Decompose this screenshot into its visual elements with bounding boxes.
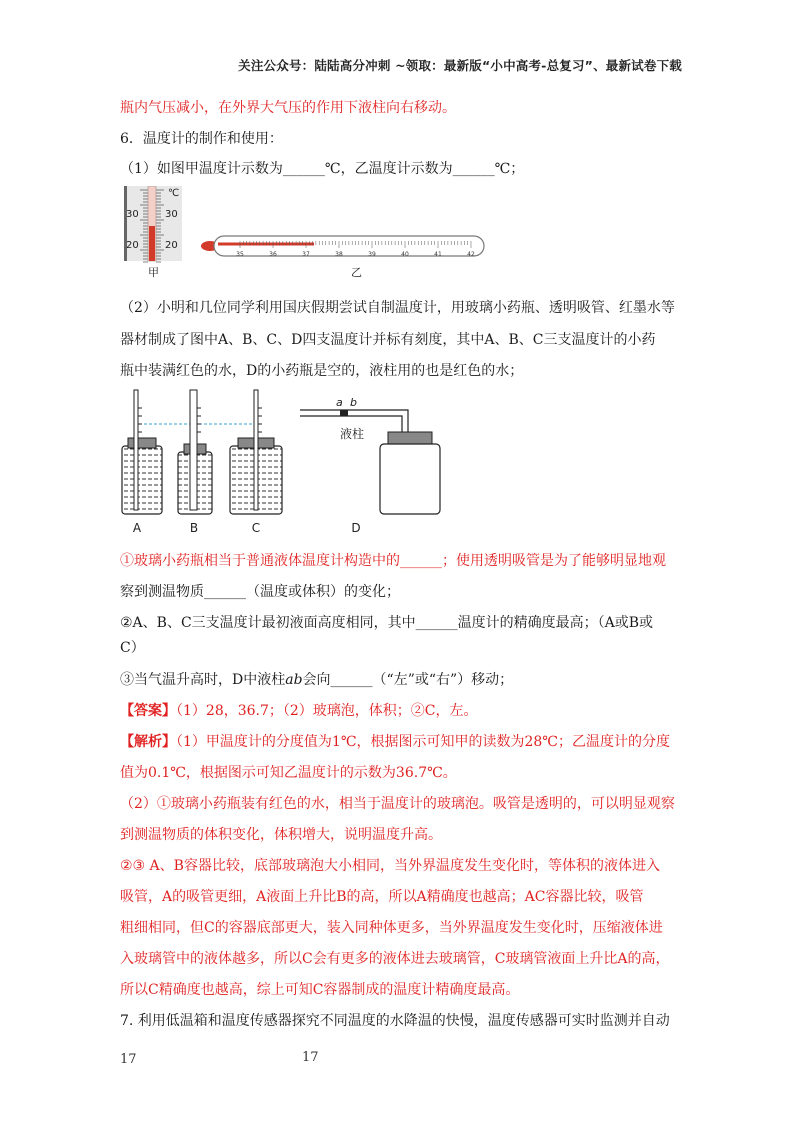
mark-b: b: [350, 396, 357, 409]
tick-label: 36: [269, 251, 277, 258]
page-number-center: 17: [302, 1050, 319, 1065]
tick-label: 30: [126, 209, 139, 220]
page-number-left: 17: [120, 1052, 137, 1067]
thermometer-figure: [118, 186, 498, 280]
bottle-a: [122, 390, 162, 535]
text-segment: 会向______（“左”或“右”）移动；: [302, 672, 514, 688]
homemade-thermometer-figure: [112, 386, 452, 538]
thermometer-yi: [201, 236, 484, 279]
figure-label-jia: 甲: [148, 266, 159, 279]
tick-label: 38: [335, 251, 343, 258]
explanation-line: 入玻璃管中的液体越多，所以C会有更多的液体进去玻璃管，C玻璃管液面上升比A的高，: [120, 951, 670, 967]
explanation-line: [120, 732, 682, 752]
text-segment: （1）甲温度计的分度值为1℃，根据图示可知甲的读数为28℃；乙温度计的分度: [176, 734, 670, 750]
explanation-line: 到测温物质的体积变化，体积增大，说明温度升高。: [120, 827, 442, 843]
answer-tag: 【答案】: [120, 703, 176, 719]
tick-label: 20: [126, 240, 139, 251]
tick-label: 37: [302, 251, 310, 258]
tick-label: 35: [236, 251, 244, 258]
explanation-line: ②③ A、B容器比较，底部玻璃泡大小相同，当外界温度发生变化时，等体积的液体进入: [120, 858, 660, 874]
tick-label: 42: [467, 251, 475, 258]
italic-ab: ab: [285, 672, 303, 688]
label-a: A: [132, 521, 142, 535]
text-line: 瓶中装满红色的水，D的小药瓶是空的，液柱用的也是红色的水；: [120, 363, 524, 379]
text-line: （1）如图甲温度计示数为______℃，乙温度计示数为______℃；: [120, 161, 525, 177]
text-line: ①玻璃小药瓶相当于普通液体温度计构造中的______；使用透明吸管是为了能够明显地观: [120, 553, 666, 569]
tick-label: 30: [165, 209, 178, 220]
explanation-line: 值为0.1℃，根据图示可知乙温度计的示数为36.7℃。: [120, 765, 457, 781]
unit-label: ℃: [168, 188, 180, 199]
liquid-column-label: 液柱: [340, 427, 365, 441]
tick-label: 40: [401, 251, 409, 258]
text-line: ②A、B、C三支温度计最初液面高度相同，其中______温度计的精确度最高；（A或B或: [120, 615, 654, 631]
thermometer-jia: [124, 186, 182, 279]
text-line: 器材制成了图中A、B、C、D四支温度计并标有刻度，其中A、B、C三支温度计的小药: [120, 332, 656, 348]
tick-label: 20: [165, 240, 178, 251]
text-line: C）: [120, 640, 145, 656]
answer-text: （1）28，36.7；（2）玻璃泡，体积；②C，左。: [176, 703, 478, 719]
label-c: C: [251, 521, 261, 535]
question-title: 6．温度计的制作和使用：: [120, 131, 283, 147]
mark-a: a: [336, 396, 343, 409]
explanation-line: 吸管，A的吸管更细，A液面上升比B的高，所以A精确度也越高；AC容器比较，吸管: [120, 889, 644, 905]
text-line: 瓶内气压减小，在外界大气压的作用下液柱向右移动。: [120, 100, 456, 116]
answer-line: [120, 701, 682, 721]
bottle-c: [230, 390, 282, 535]
explanation-tag: 【解析】: [120, 734, 176, 750]
text-line: 察到测温物质______（温度或体积）的变化；: [120, 584, 400, 600]
figure-label-yi: 乙: [351, 266, 362, 279]
label-d: D: [351, 521, 361, 535]
explanation-line: （2）①玻璃小药瓶装有红色的水，相当于温度计的玻璃泡。吸管是透明的，可以明显观察: [120, 796, 675, 812]
tick-label: 41: [434, 251, 442, 258]
tick-label: 39: [368, 251, 376, 258]
text-line: （2）小明和几位同学利用国庆假期尝试自制温度计，用玻璃小药瓶、透明吸管、红墨水等: [120, 300, 675, 316]
explanation-line: 所以C精确度也越高，综上可知C容器制成的温度计精确度最高。: [120, 982, 520, 998]
page-header: 关注公众号：陆陆高分冲刺 ~领取：最新版“小中高考-总复习”、最新试卷下载: [238, 58, 682, 73]
text-line: [120, 670, 682, 690]
text-line: 7. 利用低温箱和温度传感器探究不同温度的水降温的快慢，温度传感器可实时监测并自动: [120, 1013, 670, 1029]
explanation-line: 粗细相同，但C的容器底部更大，装入同种体更多，当外界温度发生变化时，压缩液体进: [120, 920, 663, 936]
text-segment: ③当气温升高时，D中液柱: [120, 672, 286, 688]
bottle-b: [178, 390, 212, 535]
label-b: B: [189, 521, 199, 535]
bottle-d: [300, 396, 440, 535]
